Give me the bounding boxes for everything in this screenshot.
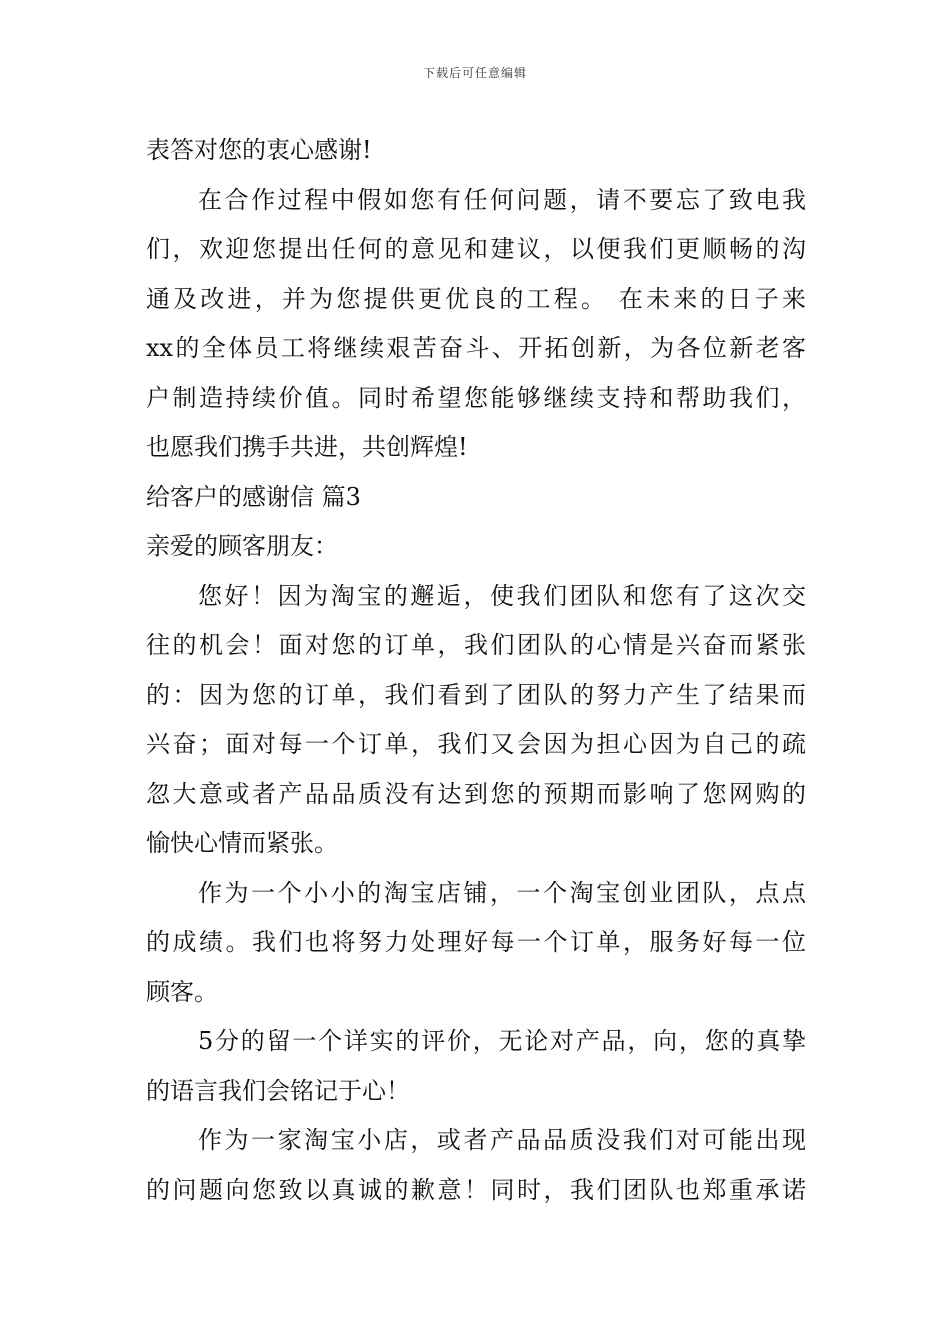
- text-line: 通及改进，并为您提供更优良的工程。 在未来的日子来: [146, 284, 806, 313]
- text-line: 给客户的感谢信 篇3: [146, 482, 361, 511]
- text-line: 顾客。: [146, 977, 218, 1006]
- text-line: 您好！因为淘宝的邂逅，使我们团队和您有了这次交: [198, 581, 806, 610]
- text-line: 的：因为您的订单，我们看到了团队的努力产生了结果而: [146, 680, 806, 709]
- text-line: 往的机会！面对您的订单，我们团队的心情是兴奋而紧张: [146, 631, 806, 659]
- text-line: 在合作过程中假如您有任何问题，请不要忘了致电我: [198, 185, 806, 214]
- text-line: 的成绩。我们也将努力处理好每一个订单，服务好每一位: [146, 928, 806, 956]
- page-header: 下载后可任意编辑: [422, 66, 527, 80]
- text-line: 作为一家淘宝小店，或者产品品质没我们对可能出现: [198, 1126, 806, 1154]
- text-line: 兴奋；面对每一个订单，我们又会因为担心因为自己的疏: [146, 730, 806, 758]
- text-line: 亲爱的顾客朋友：: [146, 532, 338, 560]
- text-line: 也愿我们携手共进，共创辉煌!: [146, 433, 468, 461]
- text-line: 们，欢迎您提出任何的意见和建议，以便我们更顺畅的沟: [146, 235, 806, 263]
- text-line: xx的全体员工将继续艰苦奋斗、开拓创新，为各位新老客: [146, 334, 806, 362]
- document-body: [146, 126, 806, 1215]
- text-line: 忽大意或者产品品质没有达到您的预期而影响了您网购的: [146, 779, 806, 808]
- text-line: 户制造持续价值。同时希望您能够继续支持和帮助我们，: [146, 383, 806, 412]
- text-line: 作为一个小小的淘宝店铺，一个淘宝创业团队，点点: [198, 878, 806, 907]
- text-line: 的语言我们会铭记于心！: [146, 1076, 410, 1105]
- text-line: 愉快心情而紧张。: [146, 829, 338, 857]
- text-line: 的问题向您致以真诚的歉意！同时，我们团队也郑重承诺: [146, 1175, 806, 1204]
- text-line: 表答对您的衷心感谢!: [146, 136, 372, 164]
- text-line: 5分的留一个详实的评价，无论对产品，向，您的真挚: [198, 1027, 806, 1055]
